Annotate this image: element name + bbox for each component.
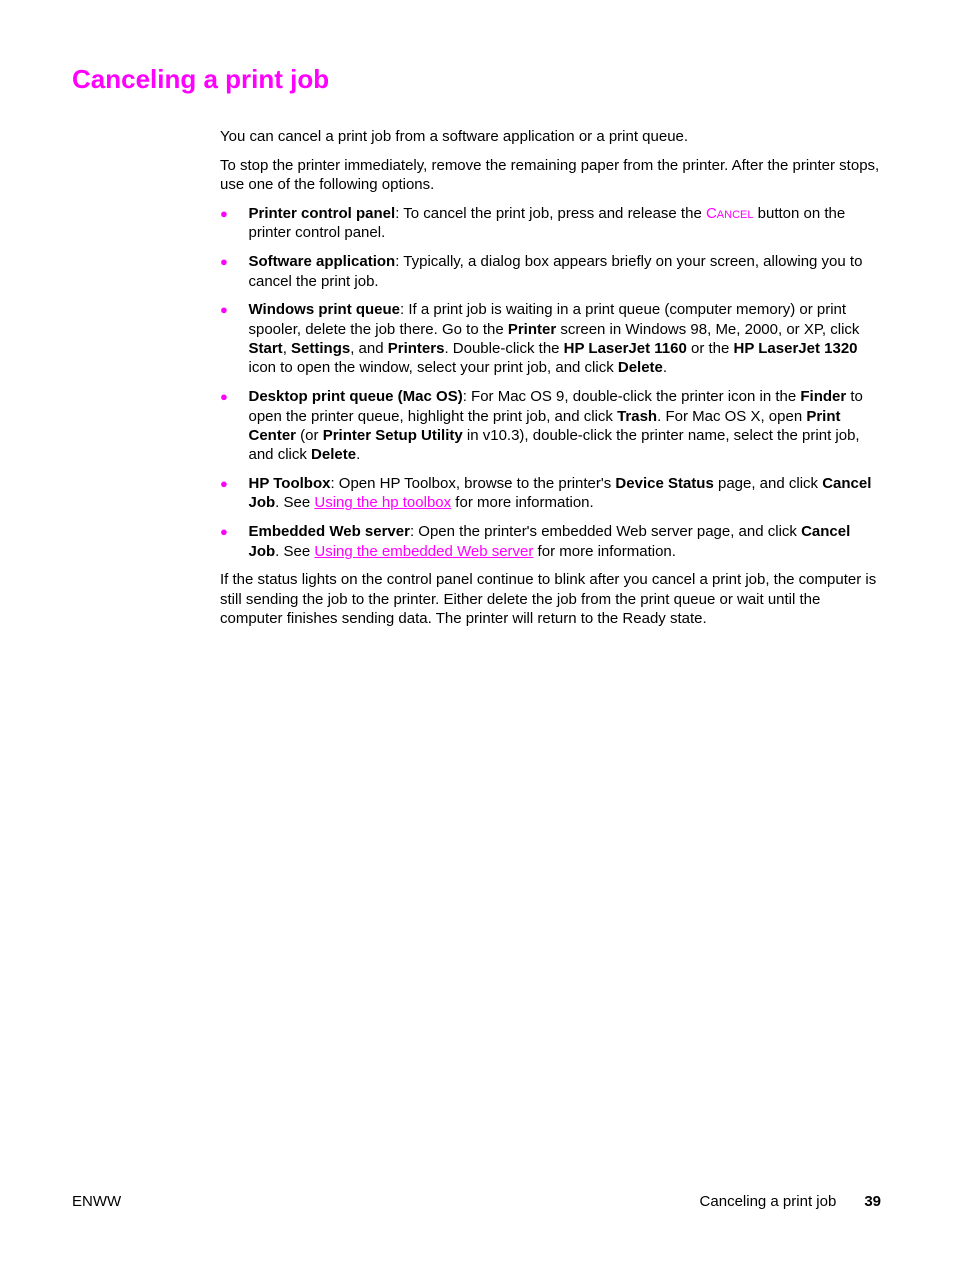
term-embedded-web-server: Embedded Web server: [248, 523, 410, 541]
main-content: [220, 127, 880, 638]
bullet-icon: ●: [220, 389, 228, 405]
term-desktop-print-queue: Desktop print queue (Mac OS): [248, 388, 463, 406]
page-number: 39: [864, 1193, 881, 1210]
list-item-hp-toolbox: ● HP Toolbox: Open HP Toolbox, browse to the printer's Device Status page, and click Cancel Job. See Using the hp toolbox for more information.: [220, 475, 872, 512]
term-windows-print-queue: Windows print queue: [248, 301, 401, 319]
bullet-icon: ●: [220, 302, 228, 318]
term-hp-toolbox: HP Toolbox: [248, 475, 331, 493]
cancel-options-list: [220, 204, 880, 561]
link-using-hp-toolbox[interactable]: Using the hp toolbox: [314, 494, 452, 512]
footer-section-title: Canceling a print job: [699, 1193, 837, 1210]
bullet-icon: ●: [220, 524, 228, 540]
intro-paragraph-2: To stop the printer immediately, remove the remaining paper from the printer. After the printer stops, use one of the following options.: [220, 156, 880, 194]
bullet-icon: ●: [220, 254, 228, 270]
bullet-icon: ●: [220, 476, 228, 492]
list-item-windows-print-queue: ● Windows print queue: If a print job is waiting in a print queue (computer memory) or print spooler, delete the job there. Go to the Printer screen in Windows 98, Me, 2000, or XP, click Start, Settings, and Printers. Double-click the HP LaserJet 1160 or the HP LaserJet 1320 icon to open the window, select your print job, and click Delete.: [220, 301, 860, 377]
footer-right: [700, 1192, 881, 1211]
list-item-software-application: ● Software application: Typically, a dialog box appears briefly on your screen, allowing you to cancel the print job.: [220, 253, 863, 290]
list-item-embedded-web-server: ● Embedded Web server: Open the printer's embedded Web server page, and click Cancel Job. See Using the embedded Web server for more information.: [220, 523, 851, 560]
closing-paragraph: If the status lights on the control panel continue to blink after you cancel a print job, the computer is still sending the job to the printer. Either delete the job from the print queue or wait until the computer finishes sending data. The printer will return to the Ready state.: [220, 571, 877, 627]
link-using-embedded-web-server[interactable]: Using the embedded Web server: [314, 542, 534, 560]
page-title: Canceling a print job: [72, 64, 330, 94]
intro-paragraph-1: You can cancel a print job from a software application or a print queue.: [220, 128, 689, 145]
list-item-desktop-print-queue: ● Desktop print queue (Mac OS): For Mac OS 9, double-click the printer icon in the Finder to open the printer queue, highlight the print job, and click Trash. For Mac OS X, open Print Center (or Printer Setup Utility in v10.3), double-click the printer name, select the print job, and click Delete.: [220, 388, 863, 464]
term-printer-control-panel: Printer control panel: [248, 205, 396, 223]
footer-left-label: ENWW: [72, 1193, 122, 1210]
bullet-icon: ●: [220, 206, 228, 222]
list-item-printer-control-panel: ● Printer control panel: To cancel the print job, press and release the Cancel button on the printer control panel.: [220, 205, 846, 242]
term-software-application: Software application: [248, 253, 396, 271]
cancel-button-reference: Cancel: [705, 205, 754, 223]
